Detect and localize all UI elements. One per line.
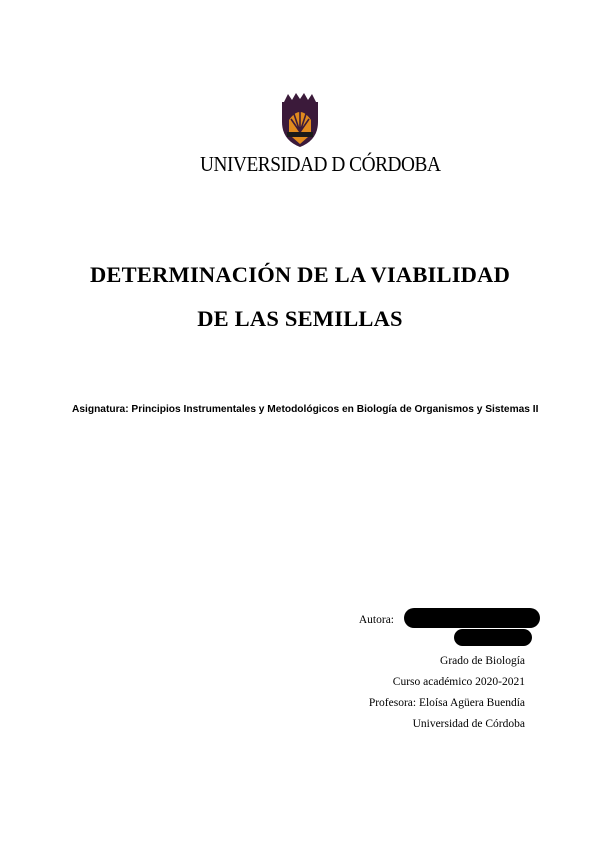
- professor-text: Profesora: Eloísa Agüera Buendía: [368, 697, 525, 709]
- author-redaction-1: [404, 608, 540, 628]
- document-title-line-2: DE LAS SEMILLAS: [197, 306, 403, 331]
- academic-year-text: Curso académico 2020-2021: [392, 676, 525, 688]
- subject-line: Asignatura: Principios Instrumentales y Metodológicos en Biología de Organismos y Sistemas II: [72, 404, 539, 415]
- university-text: Universidad de Córdoba: [412, 718, 525, 730]
- author-redaction-2: [454, 629, 532, 646]
- degree-text: Grado de Biología: [440, 655, 525, 667]
- document-title-line-1: DETERMINACIÓN DE LA VIABILIDAD: [89, 262, 511, 287]
- university-logo: [0, 92, 600, 176]
- university-name: UNIVERSIDAD D CÓRDOBA: [200, 152, 441, 176]
- university-crest-icon: [278, 92, 322, 148]
- author-label: Autora:: [358, 614, 394, 626]
